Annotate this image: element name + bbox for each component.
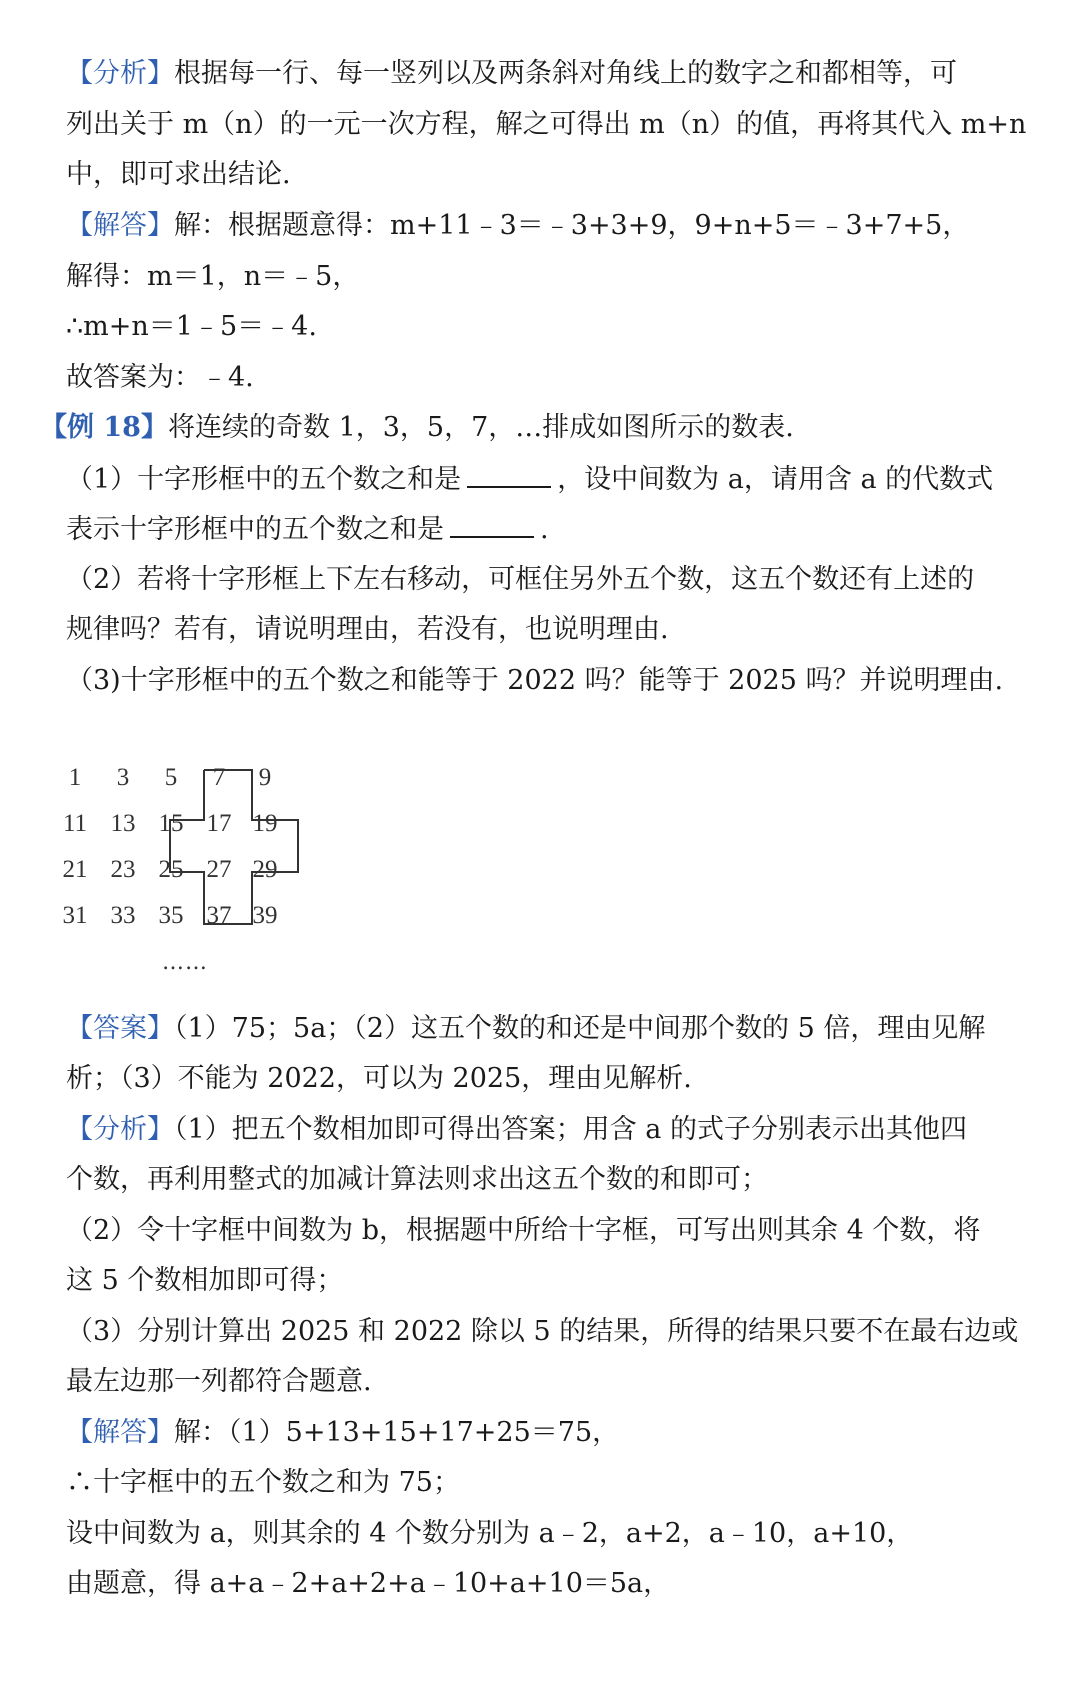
solution-line-4: 由题意，得 a+a﹣2+a+2+a﹣10+a+10＝5a， [66, 1568, 671, 1599]
text: （1）75；5a；（2）这五个数的和还是中间那个数的 5 倍，理由见解 [174, 1013, 986, 1044]
question-1-line-1 [66, 460, 993, 498]
text: ，设中间数为 a，请用含 a 的代数式 [557, 464, 994, 495]
question-1-line-2 [66, 510, 549, 548]
question-2-line-1: （2）若将十字形框上下左右移动，可框住另外五个数，这五个数还有上述的 [66, 564, 975, 595]
answer-label: 【答案】 [66, 1013, 174, 1044]
prev-solution-line-2: 解得：m＝1，n＝﹣5， [66, 261, 360, 292]
answer-line-2: 析；（3）不能为 2022，可以为 2025，理由见解析. [66, 1063, 692, 1094]
table-cell: 13 [110, 810, 136, 837]
prev-analysis-line-2: 列出关于 m（n）的一元一次方程，解之可得出 m（n）的值，再将其代入 m+n [66, 109, 1027, 140]
answer-blank-2 [450, 510, 534, 538]
table-cell: 27 [206, 856, 232, 883]
example-heading [40, 409, 794, 447]
table-cell: 31 [62, 902, 88, 929]
table-cell: 9 [258, 764, 272, 791]
table-cell: 21 [62, 856, 88, 883]
analysis-line-5: （3）分别计算出 2025 和 2022 除以 5 的结果，所得的结果只要不在最右边或 [66, 1316, 1019, 1347]
prev-solution-line-3: ∴m+n＝1﹣5＝﹣4. [66, 311, 317, 342]
table-cell: 23 [110, 856, 136, 883]
text: （1）把五个数相加即可得出答案；用含 a 的式子分别表示出其他四 [174, 1114, 967, 1145]
prev-solution-line-1 [66, 207, 969, 245]
table-cell: 7 [212, 764, 226, 791]
text: 解：根据题意得：m+11﹣3＝﹣3+3+9，9+n+5＝﹣3+7+5， [174, 210, 970, 241]
table-cell: 25 [158, 856, 184, 883]
solution-label: 【解答】 [66, 1417, 174, 1448]
analysis-line-3: （2）令十字框中间数为 b，根据题中所给十字框，可写出则其余 4 个数，将 [66, 1215, 981, 1246]
text: 将连续的奇数 1，3，5，7，…排成如图所示的数表. [167, 412, 794, 443]
text: （1）十字形框中的五个数之和是 [66, 464, 462, 495]
table-cell: 19 [252, 810, 278, 837]
analysis-label: 【分析】 [66, 58, 174, 89]
text: 解：（1）5+13+15+17+25＝75， [174, 1417, 620, 1448]
prev-analysis-line-1 [66, 55, 957, 93]
text: . [540, 514, 549, 545]
text: 表示十字形框中的五个数之和是 [66, 514, 444, 545]
table-cell: 35 [158, 902, 184, 929]
table-cell: 3 [116, 764, 130, 791]
solution-line-2: ∴十字框中的五个数之和为 75； [66, 1467, 460, 1498]
table-cell: 17 [206, 810, 232, 837]
table-cell: 5 [164, 764, 178, 791]
analysis-line-2: 个数，再利用整式的加减计算法则求出这五个数的和即可； [66, 1164, 768, 1195]
question-2-line-2: 规律吗？若有，请说明理由，若没有，也说明理由. [66, 614, 669, 645]
analysis-label: 【分析】 [66, 1114, 174, 1145]
question-3-line: （3)十字形框中的五个数之和能等于 2022 吗？能等于 2025 吗？并说明理由. [66, 665, 1004, 696]
example-label: 【例 18】 [40, 412, 168, 443]
table-cell: 15 [158, 810, 184, 837]
analysis-line-1 [66, 1111, 967, 1149]
solution-line-3: 设中间数为 a，则其余的 4 个数分别为 a﹣2，a+2，a﹣10，a+10， [66, 1518, 914, 1549]
table-ellipsis: …… [162, 950, 208, 975]
table-cell: 1 [68, 764, 82, 791]
answer-line-1 [66, 1010, 985, 1048]
table-cell: 29 [252, 856, 278, 883]
analysis-line-4: 这 5 个数相加即可得； [66, 1265, 344, 1296]
analysis-line-6: 最左边那一列都符合题意. [66, 1366, 372, 1397]
prev-solution-line-4: 故答案为：﹣4. [66, 362, 254, 393]
solution-line-1 [66, 1414, 619, 1452]
solution-label: 【解答】 [66, 210, 174, 241]
prev-analysis-line-3: 中，即可求出结论. [66, 159, 291, 190]
table-cell: 33 [110, 902, 136, 929]
text: 根据每一行、每一竖列以及两条斜对角线上的数字之和都相等，可 [174, 58, 957, 89]
answer-blank-1 [467, 460, 551, 488]
table-cell: 11 [62, 810, 88, 837]
table-cell: 39 [252, 902, 278, 929]
table-cell: 37 [206, 902, 232, 929]
